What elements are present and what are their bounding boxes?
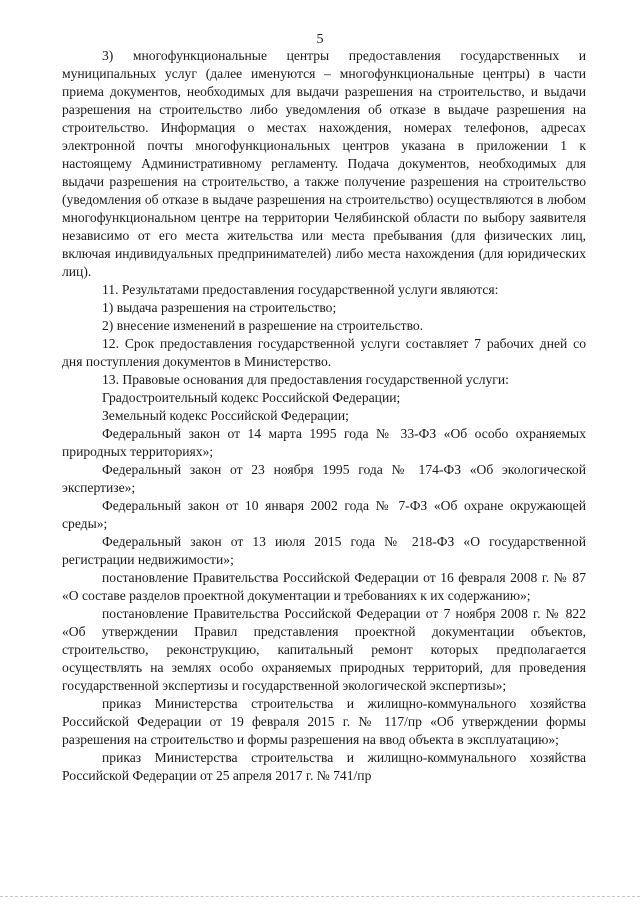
paragraph-decree-822: постановление Правительства Российской Федерации от 7 ноября 2008 г. № 822 «Об утверждении Правил представления проектной документации объектов, строительство, реконструкцию, капитальный ремонт которых предполагается осуществлять на землях особо охраняемых природных территорий, для проведения государственной экспертизы и государственной экологической экспертизы»; bbox=[62, 606, 586, 693]
paragraph-mfc: 3) многофункциональные центры предоставления государственных и муниципальных услуг (далее именуются – многофункциональные центры) в части приема документов, необходимых для выдачи разрешения на строительство, и выдачи разрешения на строительство либо уведомления об отказе в выдаче разрешения на строительство. Информация о местах нахождения, номерах телефонов, адресах электронной почты многофункциональных центров указана в приложении 1 к настоящему Административному регламенту. Подача документов, необходимых для выдачи разрешения на строительство, а также получение разрешения на строительство (уведомления об отказе в выдаче разрешения на строительство) осуществляются в любом многофункциональном центре на территории Челябинской области по выбору заявителя независимо от его места жительства или места пребывания (для физических лиц, включая индивидуальных предпринимателей) либо места нахождения (для юридических лиц). bbox=[62, 48, 586, 279]
paragraph-order-117pr: приказ Министерства строительства и жилищно-коммунального хозяйства Российской Федерации от 19 февраля 2015 г. № 117/пр «Об утверждении формы разрешения на строительство и формы разрешения на ввод объекта в эксплуатацию»; bbox=[62, 696, 586, 747]
paragraph-decree-87: постановление Правительства Российской Федерации от 16 февраля 2008 г. № 87 «О составе разделов проектной документации и требованиях к их содержанию»; bbox=[62, 570, 586, 603]
paragraph-law-218fz: Федеральный закон от 13 июля 2015 года № 218-ФЗ «О государственной регистрации недвижимости»; bbox=[62, 534, 586, 567]
paragraph-law-33fz: Федеральный закон от 14 марта 1995 года № 33-ФЗ «Об особо охраняемых природных территориях»; bbox=[62, 426, 586, 459]
scan-edge-line bbox=[0, 896, 640, 897]
paragraph-legal-basis-heading: 13. Правовые основания для предоставления государственной услуги: bbox=[102, 372, 509, 387]
paragraph-result-1: 1) выдача разрешения на строительство; bbox=[102, 300, 337, 315]
paragraph-land-code: Земельный кодекс Российской Федерации; bbox=[102, 408, 349, 423]
paragraph-law-7fz: Федеральный закон от 10 января 2002 года № 7-ФЗ «Об охране окружающей среды»; bbox=[62, 498, 586, 531]
document-body bbox=[62, 47, 586, 785]
paragraph-urban-code: Градостроительный кодекс Российской Федерации; bbox=[102, 390, 401, 405]
page-number: 5 bbox=[316, 32, 324, 47]
paragraph-law-174fz: Федеральный закон от 23 ноября 1995 года № 174-ФЗ «Об экологической экспертизе»; bbox=[62, 462, 586, 495]
paragraph-result-2: 2) внесение изменений в разрешение на строительство. bbox=[102, 318, 424, 333]
paragraph-term: 12. Срок предоставления государственной услуги составляет 7 рабочих дней со дня поступления документов в Министерство. bbox=[62, 336, 586, 369]
paragraph-results-heading: 11. Результатами предоставления государственной услуги являются: bbox=[102, 282, 499, 297]
paragraph-order-741pr: приказ Министерства строительства и жилищно-коммунального хозяйства Российской Федерации от 25 апреля 2017 г. № 741/пр bbox=[62, 750, 586, 783]
